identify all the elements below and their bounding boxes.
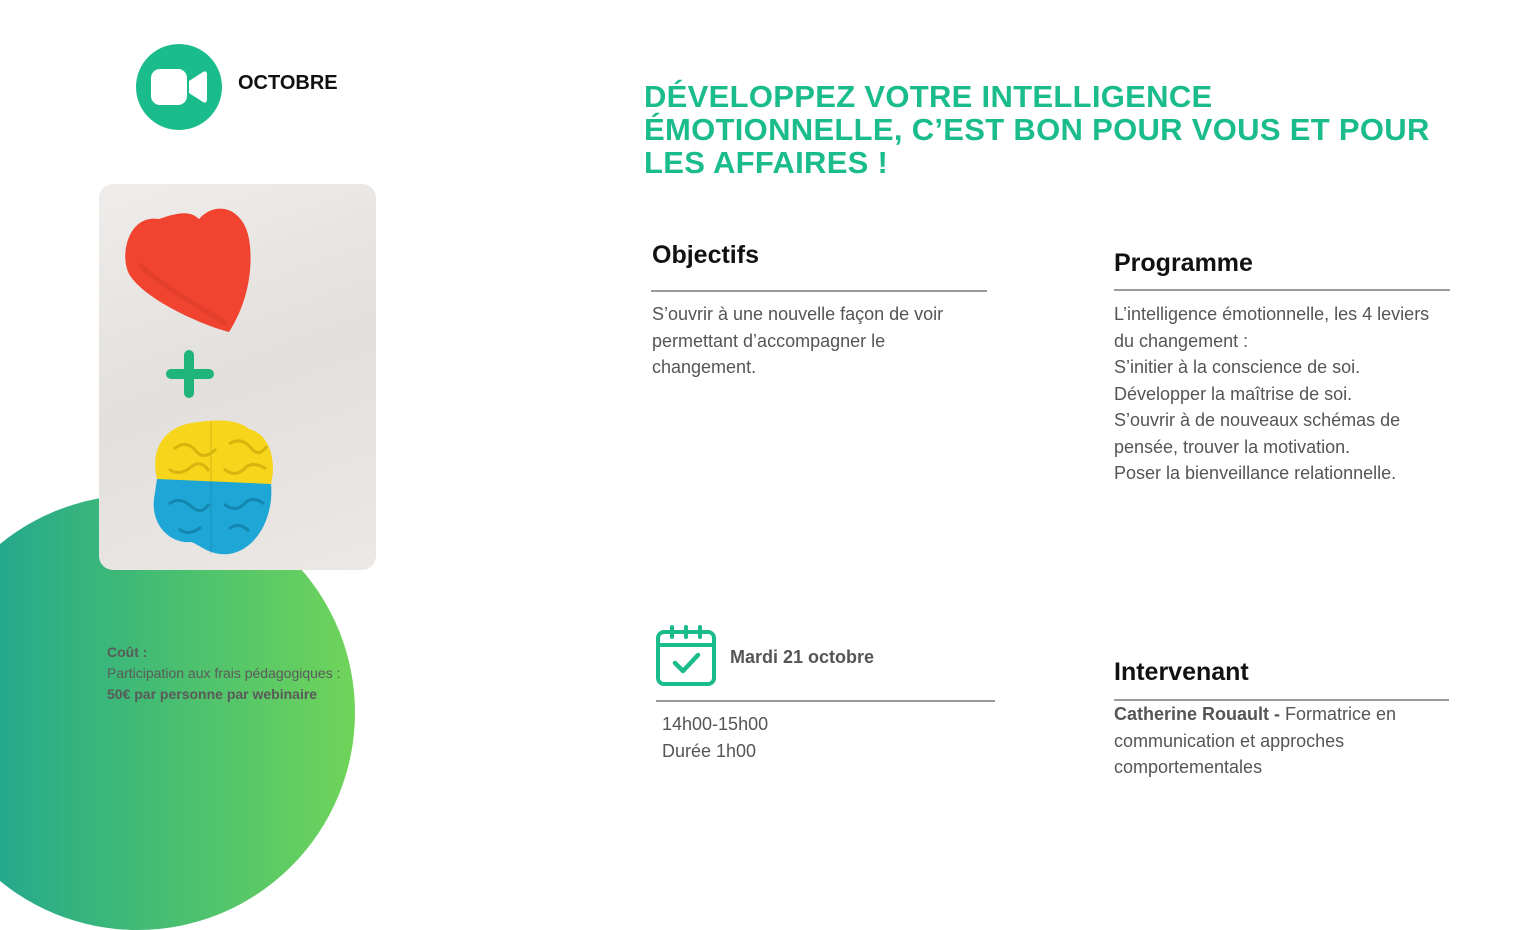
event-date: Mardi 21 octobre (730, 647, 875, 667)
video-camera-icon (136, 44, 222, 130)
objectifs-heading: Objectifs (652, 241, 759, 269)
programme-text: L’intelligence émotionnelle, les 4 leviers du changement : S’initier à la conscience de soi. Développer la maîtrise de soi. S’ouvrir à de nouveaux schémas de pensée, trouver la motivation. Poser la bienveillance relationnelle. (1114, 304, 1430, 483)
intervenant-text: Catherine Rouault - Formatrice en communication et approches comportementales (1114, 704, 1397, 777)
objectifs-text: S’ouvrir à une nouvelle façon de voir permettant d’accompagner le changement. (652, 304, 944, 377)
cost-info (107, 642, 340, 705)
cost-label: Coût : (107, 644, 148, 660)
programme-divider (1114, 289, 1450, 291)
cost-line-1: Participation aux frais pédagogiques : (107, 665, 341, 681)
objectifs-divider (651, 290, 987, 292)
month-label: OCTOBRE (238, 72, 338, 94)
speaker-role: Formatrice en (1280, 704, 1397, 724)
intervenant-heading: Intervenant (1114, 658, 1249, 686)
heart-plus-brain-image (99, 184, 376, 570)
cost-line-2: 50€ par personne par webinaire (107, 686, 318, 702)
brain-shape (154, 420, 273, 554)
speaker-name: Catherine Rouault - (1114, 704, 1281, 724)
schedule-text: 14h00-15h00 Durée 1h00 (662, 714, 769, 761)
page-title: DÉVELOPPEZ VOTRE INTELLIGENCE ÉMOTIONNELLE, C’EST BON POUR VOUS ET POUR LES AFFAIRES ! (644, 79, 1430, 180)
programme-heading: Programme (1114, 249, 1253, 277)
date-divider (656, 700, 995, 702)
calendar-check-icon (656, 625, 716, 692)
